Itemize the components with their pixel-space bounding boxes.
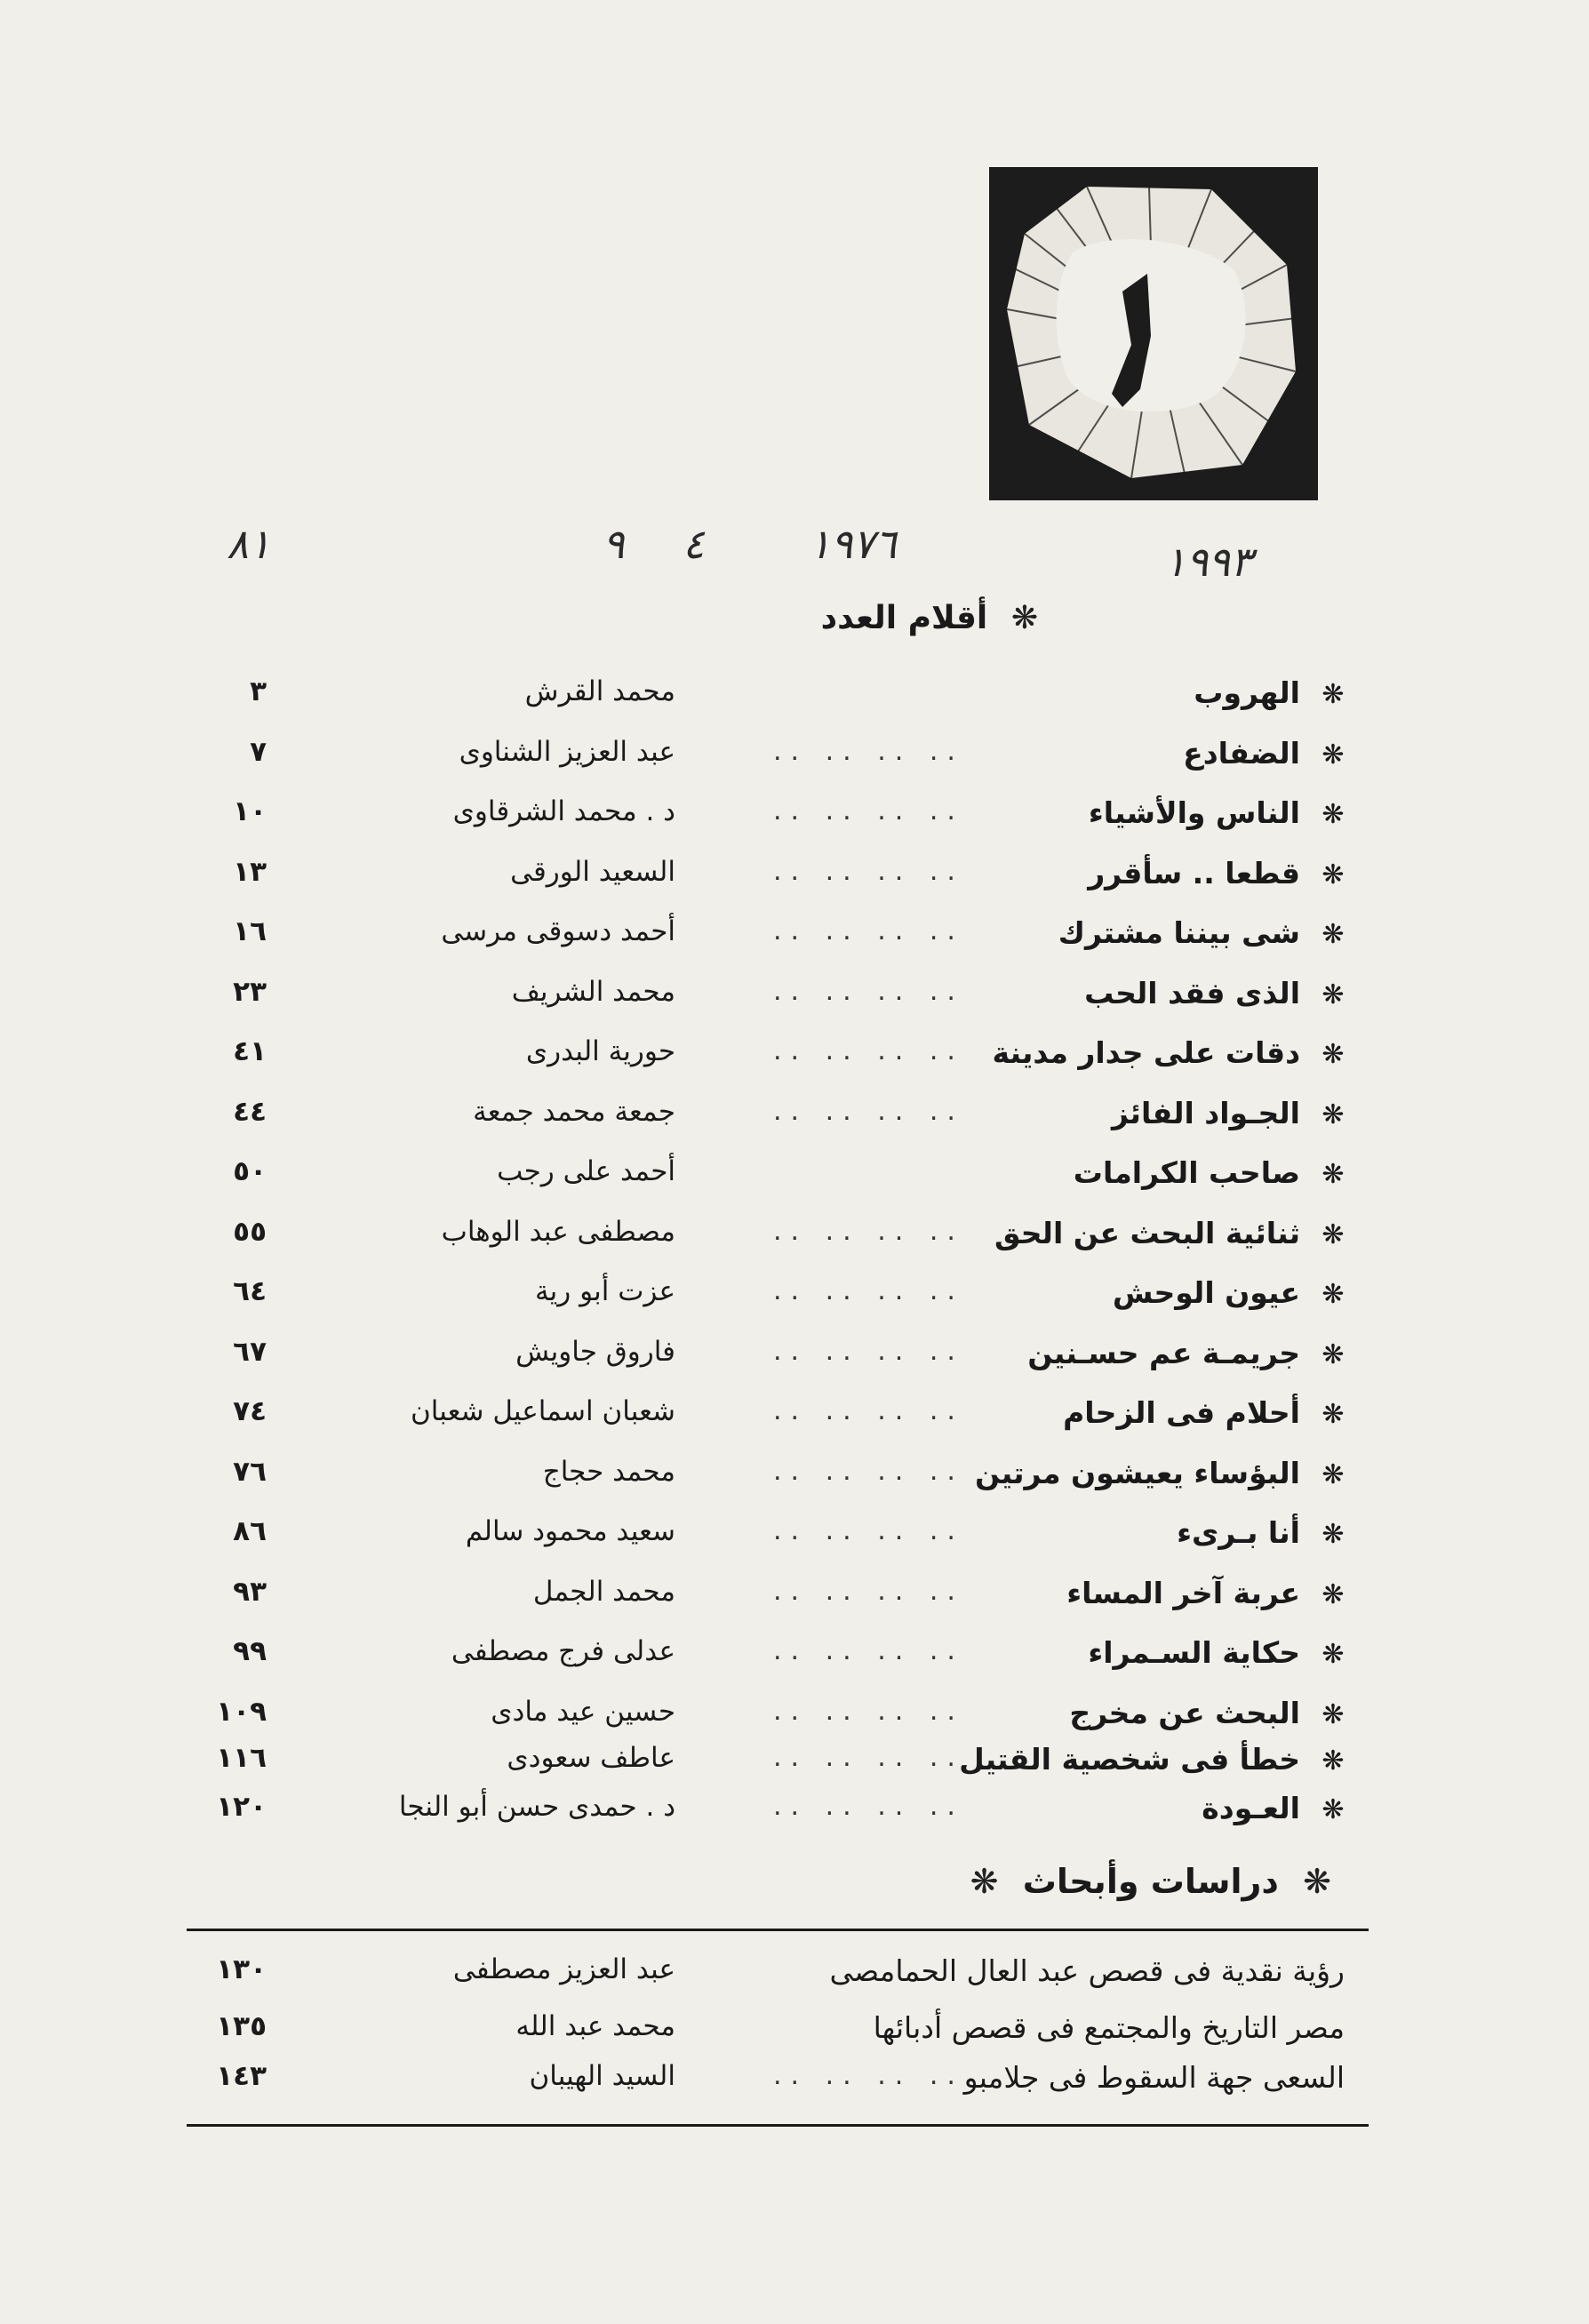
bullet-icon: ❋	[1322, 1279, 1345, 1310]
leader-dots: .. .. .. ..	[773, 915, 964, 946]
entry-author: عاطف سعودى	[507, 1742, 675, 1774]
entry-author: د . حمدى حسن أبو النجا	[398, 1791, 675, 1823]
entry-page: ٩٣	[233, 1576, 267, 1608]
bullet-icon: ❋	[1322, 1039, 1345, 1070]
study-entry	[0, 1953, 1589, 1998]
entry-author: د . محمد الشرقاوى	[452, 795, 675, 827]
entry-author: حورية البدرى	[525, 1035, 675, 1067]
bullet-icon: ❋	[1322, 1159, 1345, 1190]
toc-entry	[0, 1035, 1589, 1080]
entry-page: ٦٤	[233, 1275, 267, 1307]
study-page: ١٣٥	[216, 2010, 267, 2042]
toc-entry	[0, 1576, 1589, 1620]
leader-dots: .. .. .. ..	[773, 1336, 964, 1367]
entry-author: محمد الشريف	[511, 976, 675, 1008]
entry-title: دقات على جدار مدينة	[992, 1035, 1300, 1070]
entry-page: ٦٧	[233, 1336, 267, 1368]
toc-entry	[0, 1155, 1589, 1200]
toc-entry	[0, 795, 1589, 840]
entry-title: أحلام فى الزحام	[1063, 1395, 1300, 1430]
study-title: مصر التاريخ والمجتمع فى قصص أدبائها	[873, 2010, 1345, 2045]
entry-author: عزت أبو رية	[535, 1275, 675, 1307]
entry-author: عبد العزيز الشناوى	[459, 736, 675, 768]
leader-dots: .. .. .. ..	[773, 1742, 964, 1773]
bullet-icon: ❋	[1322, 799, 1345, 830]
entry-title: الضفادع	[1183, 736, 1300, 771]
entry-title: شى بيننا مشترك	[1058, 915, 1300, 950]
bullet-icon: ❋	[1322, 1459, 1345, 1490]
entry-author: جمعة محمد جمعة	[473, 1096, 675, 1128]
toc-entry	[0, 736, 1589, 780]
top-rule	[187, 1929, 1369, 1931]
handwritten-note-5: ١٩٩٣	[1164, 538, 1252, 586]
entry-title: عيون الوحش	[1112, 1275, 1300, 1310]
entry-title: صاحب الكرامات	[1073, 1155, 1300, 1190]
toc-entry	[0, 856, 1589, 900]
bullet-icon: ❋	[1322, 919, 1345, 950]
study-page: ١٣٠	[216, 1953, 267, 1985]
toc-entry	[0, 1275, 1589, 1320]
bullet-icon: ❋	[1322, 1099, 1345, 1130]
leader-dots: .. .. .. ..	[773, 1576, 964, 1607]
leader-dots: .. .. .. ..	[773, 1275, 964, 1306]
bullet-icon: ❋	[1322, 979, 1345, 1010]
toc-entry	[0, 1096, 1589, 1140]
entry-page: ٥٠	[233, 1155, 267, 1187]
leader-dots: .. .. .. ..	[773, 2060, 964, 2091]
entry-title: العـودة	[1202, 1791, 1300, 1825]
study-author: عبد العزيز مصطفى	[452, 1953, 675, 1985]
entry-page: ١١٦	[216, 1742, 267, 1774]
bullet-icon: ❋	[1322, 679, 1345, 710]
study-author: السيد الهيبان	[529, 2060, 675, 2092]
bullet-icon: ❋	[970, 1862, 999, 1901]
entry-title: البؤساء يعيشون مرتين	[975, 1456, 1300, 1490]
toc-entry	[0, 1336, 1589, 1380]
entry-author: أحمد دسوقى مرسى	[441, 915, 675, 947]
toc-entry	[0, 1791, 1589, 1835]
toc-entry	[0, 1216, 1589, 1260]
entry-title: ثنائية البحث عن الحق	[994, 1216, 1300, 1250]
entry-title: قطعا .. سأقرر	[1088, 856, 1300, 890]
toc-entry	[0, 1456, 1589, 1500]
entry-title: حكاية السـمراء	[1088, 1635, 1300, 1670]
bullet-icon: ❋	[1322, 859, 1345, 890]
handwritten-note-2: ٩	[603, 520, 625, 568]
entry-title: أنا بـرىء	[1177, 1515, 1300, 1550]
leader-dots: .. .. .. ..	[773, 1696, 964, 1727]
entry-author: شعبان اسماعيل شعبان	[411, 1395, 675, 1427]
bullet-icon: ❋	[1322, 1794, 1345, 1825]
entry-title: جريمـة عم حسـنين	[1027, 1336, 1300, 1370]
study-author: محمد عبد الله	[515, 2010, 675, 2042]
handwritten-note-3: ٤	[683, 520, 705, 568]
entry-page: ٤٤	[233, 1096, 267, 1128]
entry-author: السعيد الورقى	[510, 856, 675, 888]
entry-author: محمد القرش	[524, 675, 675, 707]
study-page: ١٤٣	[216, 2060, 267, 2092]
entry-author: عدلى فرج مصطفى	[451, 1635, 675, 1667]
entry-page: ٢٣	[233, 976, 267, 1008]
entry-page: ٨٦	[233, 1515, 267, 1547]
entry-page: ٤١	[233, 1035, 267, 1067]
leader-dots: .. .. .. ..	[773, 1635, 964, 1666]
toc-entry	[0, 1515, 1589, 1560]
bullet-icon: ❋	[1322, 1339, 1345, 1370]
entry-title: الجـواد الفائز	[1112, 1096, 1300, 1130]
entry-author: فاروق جاويش	[515, 1336, 675, 1368]
bullet-icon: ❋	[1322, 739, 1345, 771]
study-entry	[0, 2010, 1589, 2055]
leader-dots: .. .. .. ..	[773, 856, 964, 887]
entry-page: ٧٤	[233, 1395, 267, 1427]
toc-entry	[0, 675, 1589, 720]
entry-title: الناس والأشياء	[1088, 795, 1300, 830]
bullet-icon: ❋	[1322, 1745, 1345, 1777]
study-title: السعى جهة السقوط فى جلامبو	[963, 2060, 1345, 2095]
study-title: رؤية نقدية فى قصص عبد العال الحمامصى	[829, 1953, 1345, 1988]
entry-page: ٥٥	[233, 1216, 267, 1248]
bullet-icon: ❋	[1303, 1862, 1331, 1901]
entry-title: البحث عن مخرج	[1069, 1696, 1300, 1730]
handwritten-note-1: ٨١	[227, 520, 271, 568]
entry-author: حسين عيد مادى	[491, 1696, 675, 1728]
studies-heading	[970, 1862, 1331, 1901]
entry-page: ٧٦	[233, 1456, 267, 1488]
toc-entry	[0, 915, 1589, 960]
bullet-icon: ❋	[1322, 1399, 1345, 1430]
entry-title: عربة آخر المساء	[1066, 1576, 1300, 1610]
leader-dots: .. .. .. ..	[773, 1456, 964, 1487]
toc-entry	[0, 1696, 1589, 1740]
toc-entry	[0, 1635, 1589, 1680]
leader-dots: .. .. .. ..	[773, 736, 964, 767]
leader-dots: .. .. .. ..	[773, 1096, 964, 1127]
leader-dots: .. .. .. ..	[773, 1035, 964, 1066]
leader-dots: .. .. .. ..	[773, 976, 964, 1007]
contents-heading-text: أقلام العدد	[820, 600, 988, 636]
entry-title: الهروب	[1194, 675, 1300, 710]
bullet-icon: ❋	[1322, 1699, 1345, 1730]
entry-author: محمد الجمل	[532, 1576, 675, 1608]
entry-page: ١٣	[233, 856, 267, 888]
leader-dots: .. .. .. ..	[773, 1515, 964, 1546]
contents-heading	[821, 600, 1038, 636]
bullet-icon: ❋	[1322, 1519, 1345, 1550]
handwritten-note-4: ١٩٧٦	[809, 520, 897, 568]
toc-entry	[0, 1742, 1589, 1786]
entry-page: ٣	[250, 675, 267, 707]
entry-author: مصطفى عبد الوهاب	[441, 1216, 675, 1248]
entry-title: الذى فقد الحب	[1084, 976, 1300, 1010]
entry-page: ١٢٠	[216, 1791, 267, 1823]
bullet-icon: ❋	[1010, 600, 1038, 636]
study-entry	[0, 2060, 1589, 2104]
studies-heading-text: دراسات وأبحاث	[1022, 1862, 1279, 1901]
leader-dots: .. .. .. ..	[773, 1216, 964, 1247]
leader-dots: .. .. .. ..	[773, 1395, 964, 1426]
leader-dots: .. .. .. ..	[773, 1791, 964, 1822]
entry-page: ١٦	[233, 915, 267, 947]
entry-page: ١٠	[233, 795, 267, 827]
magazine-logo	[989, 167, 1318, 500]
entry-page: ٧	[250, 736, 267, 768]
entry-page: ١٠٩	[216, 1696, 267, 1728]
entry-title: خطأ فى شخصية القتيل	[959, 1742, 1300, 1777]
entry-author: أحمد على رجب	[497, 1155, 675, 1187]
bullet-icon: ❋	[1322, 1639, 1345, 1670]
entry-author: سعيد محمود سالم	[465, 1515, 675, 1547]
bullet-icon: ❋	[1322, 1219, 1345, 1250]
entry-page: ٩٩	[233, 1635, 267, 1667]
toc-entry	[0, 1395, 1589, 1440]
entry-author: محمد حجاج	[542, 1456, 675, 1488]
leader-dots: .. .. .. ..	[773, 795, 964, 827]
bullet-icon: ❋	[1322, 1579, 1345, 1610]
bottom-rule	[187, 2124, 1369, 2127]
toc-entry	[0, 976, 1589, 1020]
